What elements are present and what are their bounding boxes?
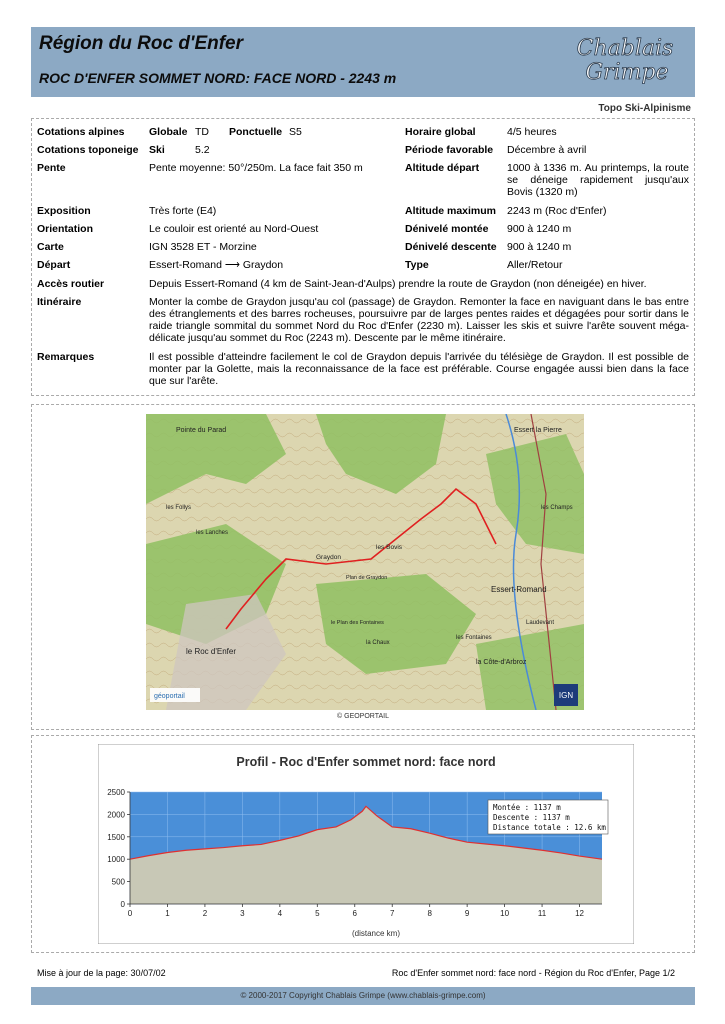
geoportail-logo-text: géoportail (154, 693, 185, 700)
chablais-grimpe-logo (569, 31, 681, 91)
value-altitude-max: 2243 m (Roc d'Enfer) (507, 205, 607, 217)
ign-logo (554, 684, 578, 706)
map-label: Laudevant (526, 620, 555, 626)
route-info-box (31, 118, 695, 396)
legend-distance: Distance totale : 12.6 km (493, 823, 606, 832)
label-denivele-montee: Dénivelé montée (405, 223, 489, 235)
elevation-profile-chart (98, 744, 634, 944)
x-tick-label: 5 (315, 909, 320, 918)
logo-text-line2: Grimpe (585, 60, 669, 85)
map-label: les Lanches (196, 530, 229, 536)
value-depart: Essert-Romand ⟶ Graydon (149, 259, 284, 271)
label-ponctuelle: Ponctuelle (229, 126, 283, 138)
label-denivele-descente: Dénivelé descente (405, 241, 497, 253)
topo-type: Topo Ski-Alpinisme (598, 103, 691, 114)
x-tick-label: 0 (127, 909, 133, 918)
label-depart: Départ (37, 259, 71, 271)
map-label: le Plan des Fontaines (331, 620, 384, 626)
value-denivele-descente: 900 à 1240 m (507, 241, 572, 253)
map-label: les Bovis (376, 544, 403, 551)
x-axis-label: (distance km) (351, 929, 401, 938)
x-tick-label: 2 (202, 909, 208, 918)
value-type: Aller/Retour (507, 259, 563, 271)
profile-box (31, 735, 695, 953)
map-label: les Follys (166, 505, 192, 511)
value-globale: TD (195, 126, 209, 138)
map-label: Essert-Romand (491, 585, 547, 594)
value-carte: IGN 3528 ET - Morzine (149, 241, 257, 253)
label-exposition: Exposition (37, 205, 91, 217)
x-tick-label: 8 (427, 909, 432, 918)
legend-descente: Descente : 1137 m (493, 813, 570, 822)
label-pente: Pente (37, 162, 66, 174)
y-tick-label: 0 (120, 900, 125, 909)
geoportail-logo (150, 688, 200, 702)
ign-logo-text: IGN (558, 691, 574, 700)
x-tick-label: 10 (500, 909, 510, 918)
value-horaire: 4/5 heures (507, 126, 557, 138)
label-horaire: Horaire global (405, 126, 476, 138)
label-acces: Accès routier (37, 278, 105, 290)
page-title: Région du Roc d'Enfer (39, 33, 244, 54)
label-orientation: Orientation (37, 223, 94, 235)
value-exposition: Très forte (E4) (149, 205, 217, 217)
page-header (31, 27, 695, 97)
label-altitude-depart: Altitude départ (405, 162, 480, 174)
x-tick-label: 12 (575, 909, 584, 918)
label-carte: Carte (37, 241, 64, 253)
label-ski: Ski (149, 144, 165, 156)
value-orientation: Le couloir est orienté au Nord-Ouest (149, 223, 319, 235)
label-cotations-toponeige: Cotations toponeige (37, 144, 139, 156)
map-label: la Côte-d'Arbroz (476, 659, 527, 666)
x-tick-label: 7 (389, 909, 395, 918)
value-acces: Depuis Essert-Romand (4 km de Saint-Jean-d'Aulps) prendre la route de Graydon (non déneigée) en hiver. (149, 278, 647, 290)
value-ponctuelle: S5 (289, 126, 302, 138)
y-tick-label: 1000 (107, 855, 125, 865)
footer-copyright: © 2000-2017 Copyright Chablais Grimpe (www.chablais-grimpe.com) (31, 987, 695, 1005)
y-tick-label: 2500 (107, 788, 125, 797)
label-itineraire: Itinéraire (37, 296, 82, 308)
route-subtitle: ROC D'ENFER SOMMET NORD: FACE NORD - 2243 m (39, 70, 397, 86)
x-tick-label: 9 (464, 909, 470, 918)
x-tick-label: 1 (165, 909, 170, 918)
label-periode: Période favorable (405, 144, 494, 156)
legend-montee: Montée : 1137 m (493, 803, 561, 812)
value-ski: 5.2 (195, 144, 210, 156)
value-periode: Décembre à avril (507, 144, 587, 156)
y-tick-label: 500 (111, 877, 125, 887)
map-label: le Roc d'Enfer (186, 647, 236, 656)
map-copyright: © GEOPORTAIL (337, 713, 389, 720)
y-tick-label: 1500 (107, 832, 125, 842)
value-itineraire: Monter la combe de Graydon jusqu'au col (passage) de Graydon. Remonter la face en naviguant dans le bas entre des étranglements et des barres rocheuses, poursuivre par de larges pentes raides et dégagées pour sortir dans le raide triangle sommital du sommet Nord du Roc d'Enfer (2230 m). Laisser les skis et suivre l'arête souvent méga-délicate jusqu'au sommet du Roc (2243 m). Descente par le même itinéraire. (149, 296, 689, 344)
value-denivele-montee: 900 à 1240 m (507, 223, 572, 235)
map-label: Essert la Pierre (514, 427, 562, 434)
footer-update-date: Mise à jour de la page: 30/07/02 (37, 968, 166, 978)
map-box (31, 404, 695, 730)
value-pente: Pente moyenne: 50°/250m. La face fait 350 m (149, 162, 363, 174)
logo-text-line1: Chablais (576, 36, 674, 61)
x-tick-label: 3 (240, 909, 245, 918)
map-label: les Fontaines (456, 635, 492, 641)
y-tick-label: 2000 (107, 810, 125, 820)
map-label: Pointe du Parad (176, 427, 227, 434)
value-remarques: Il est possible d'atteindre facilement le col de Graydon depuis l'arrivée du télésiège de Graydon. Il est possible de monter par la Golette, mais la reconnaissance de la face est préférable. Course engagée aussi bien dans la face que sur l'arête. (149, 351, 689, 387)
x-tick-label: 6 (352, 909, 357, 918)
label-globale: Globale (149, 126, 188, 138)
map-label: Plan de Graydon (346, 575, 388, 581)
value-altitude-depart: 1000 à 1336 m. Au printemps, la route se déneige rapidement jusqu'aux Bovis (1320 m) (507, 162, 689, 198)
map-label: la Chaux (366, 640, 390, 646)
label-altitude-max: Altitude maximum (405, 205, 497, 217)
x-tick-label: 4 (277, 909, 283, 918)
profile-legend-box (488, 800, 608, 834)
label-type: Type (405, 259, 429, 271)
x-tick-label: 11 (537, 909, 547, 918)
map-label: Graydon (316, 554, 341, 561)
chart-title: Profil - Roc d'Enfer sommet nord: face nord (236, 755, 496, 769)
footer-page-info: Roc d'Enfer sommet nord: face nord - Région du Roc d'Enfer, Page 1/2 (391, 968, 675, 978)
map-label: les Champs (541, 505, 573, 511)
label-cotations-alpines: Cotations alpines (37, 126, 125, 138)
topographic-map[interactable] (146, 414, 584, 710)
label-remarques: Remarques (37, 351, 95, 363)
